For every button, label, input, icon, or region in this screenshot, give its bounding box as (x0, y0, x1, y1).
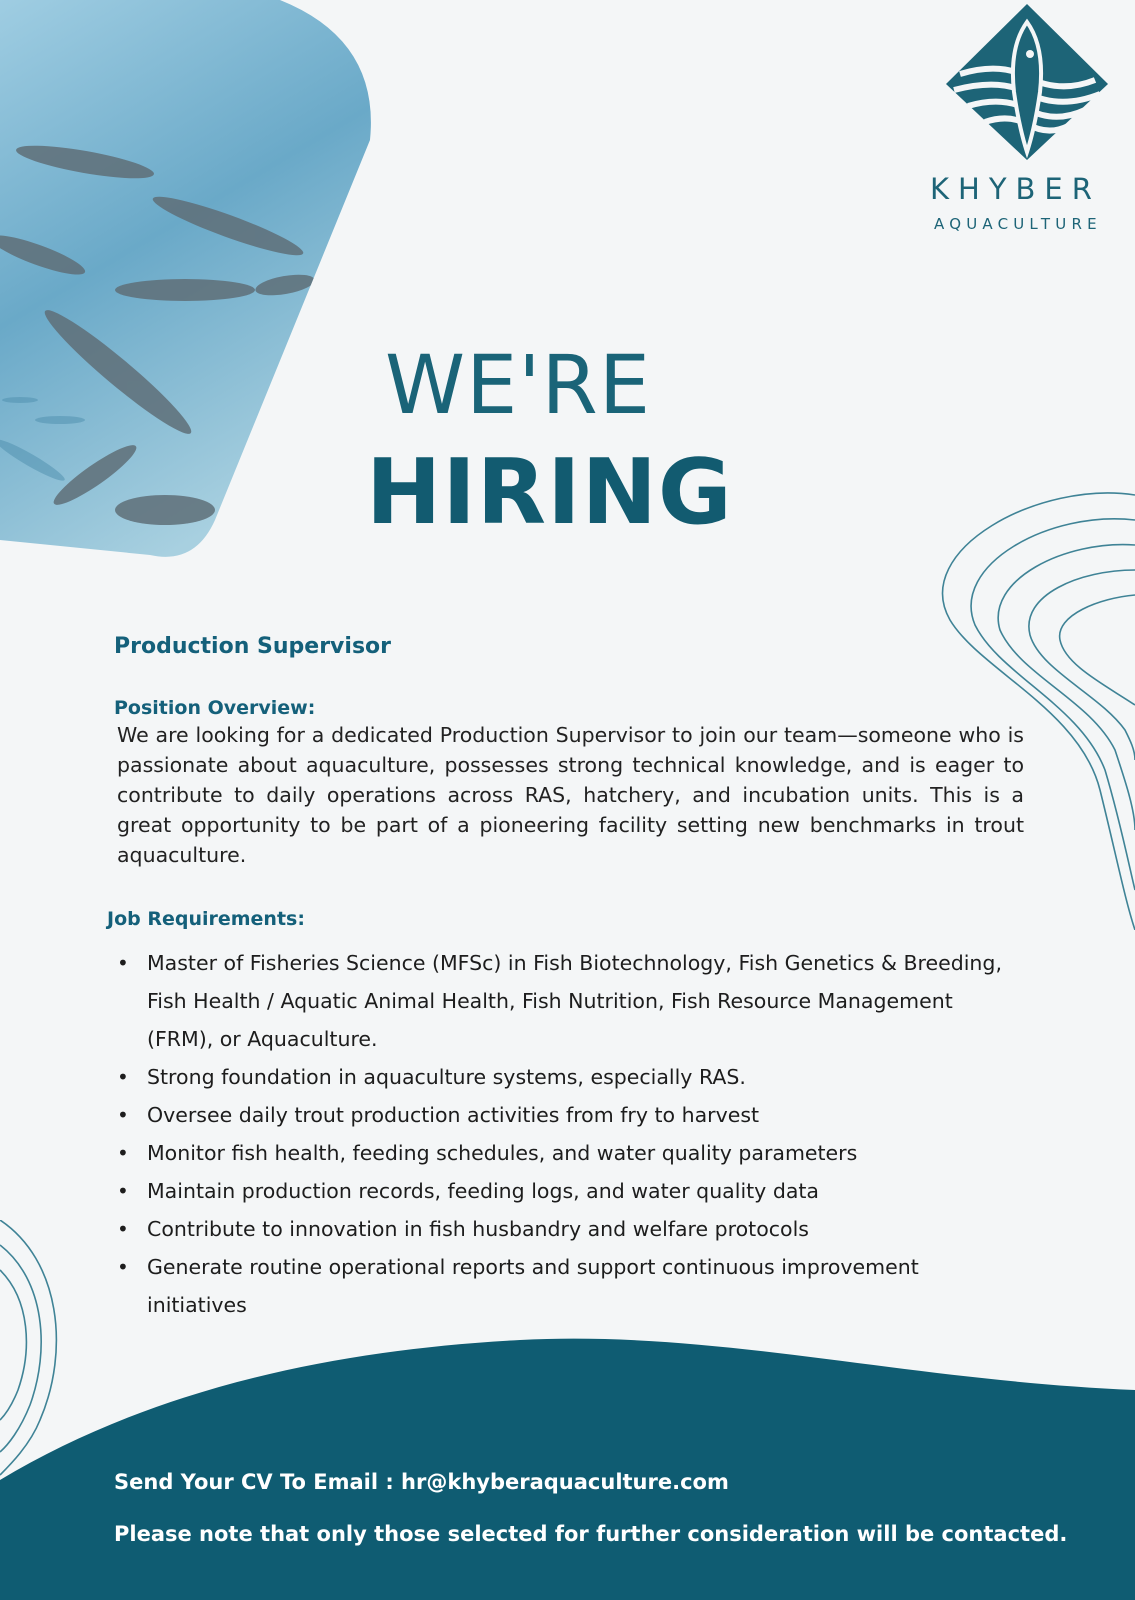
footer-email-line[interactable]: Send Your CV To Email : hr@khyberaquaculture.com (114, 1470, 729, 1494)
overview-label: Position Overview: (114, 697, 316, 719)
list-item: • Oversee daily trout production activities from fry to harvest (117, 1096, 1017, 1134)
overview-text: We are looking for a dedicated Production Supervisor to join our team—someone who is passionate about aquaculture, possesses strong technical knowledge, and is eager to contribute to daily operations across RAS, hatchery, and incubation units. This is a great opportunity to be part of a pioneering facility setting new benchmarks in trout aquaculture. (117, 723, 1024, 867)
list-item: • Contribute to innovation in fish husbandry and welfare protocols (117, 1210, 1017, 1248)
list-item: • Maintain production records, feeding logs, and water quality data (117, 1172, 1017, 1210)
heading-were: WE'RE (385, 339, 651, 433)
list-item: • Strong foundation in aquaculture systems, especially RAS. (117, 1058, 1017, 1096)
list-item: • Generate routine operational reports and support continuous improvement initiatives (117, 1248, 1017, 1324)
requirements-label: Job Requirements: (107, 908, 305, 930)
list-item: • Master of Fisheries Science (MFSc) in Fish Biotechnology, Fish Genetics & Breeding, Fish Health / Aquatic Animal Health, Fish Nutrition, Fish Resource Management (FRM), or Aquaculture. (117, 944, 1017, 1058)
footer-note: Please note that only those selected for further consideration will be contacted. (114, 1522, 1068, 1546)
footer-wave (0, 1330, 1135, 1600)
brand-subtitle: AQUACULTURE (934, 215, 1102, 233)
heading-hiring: HIRING (366, 440, 733, 545)
fish-photo (0, 0, 380, 565)
job-title: Production Supervisor (114, 634, 391, 659)
brand-name: KHYBER (930, 172, 1101, 206)
khyber-logo-icon (940, 2, 1115, 162)
list-item: • Monitor fish health, feeding schedules, and water quality parameters (117, 1134, 1017, 1172)
requirements-list (117, 944, 1017, 1324)
